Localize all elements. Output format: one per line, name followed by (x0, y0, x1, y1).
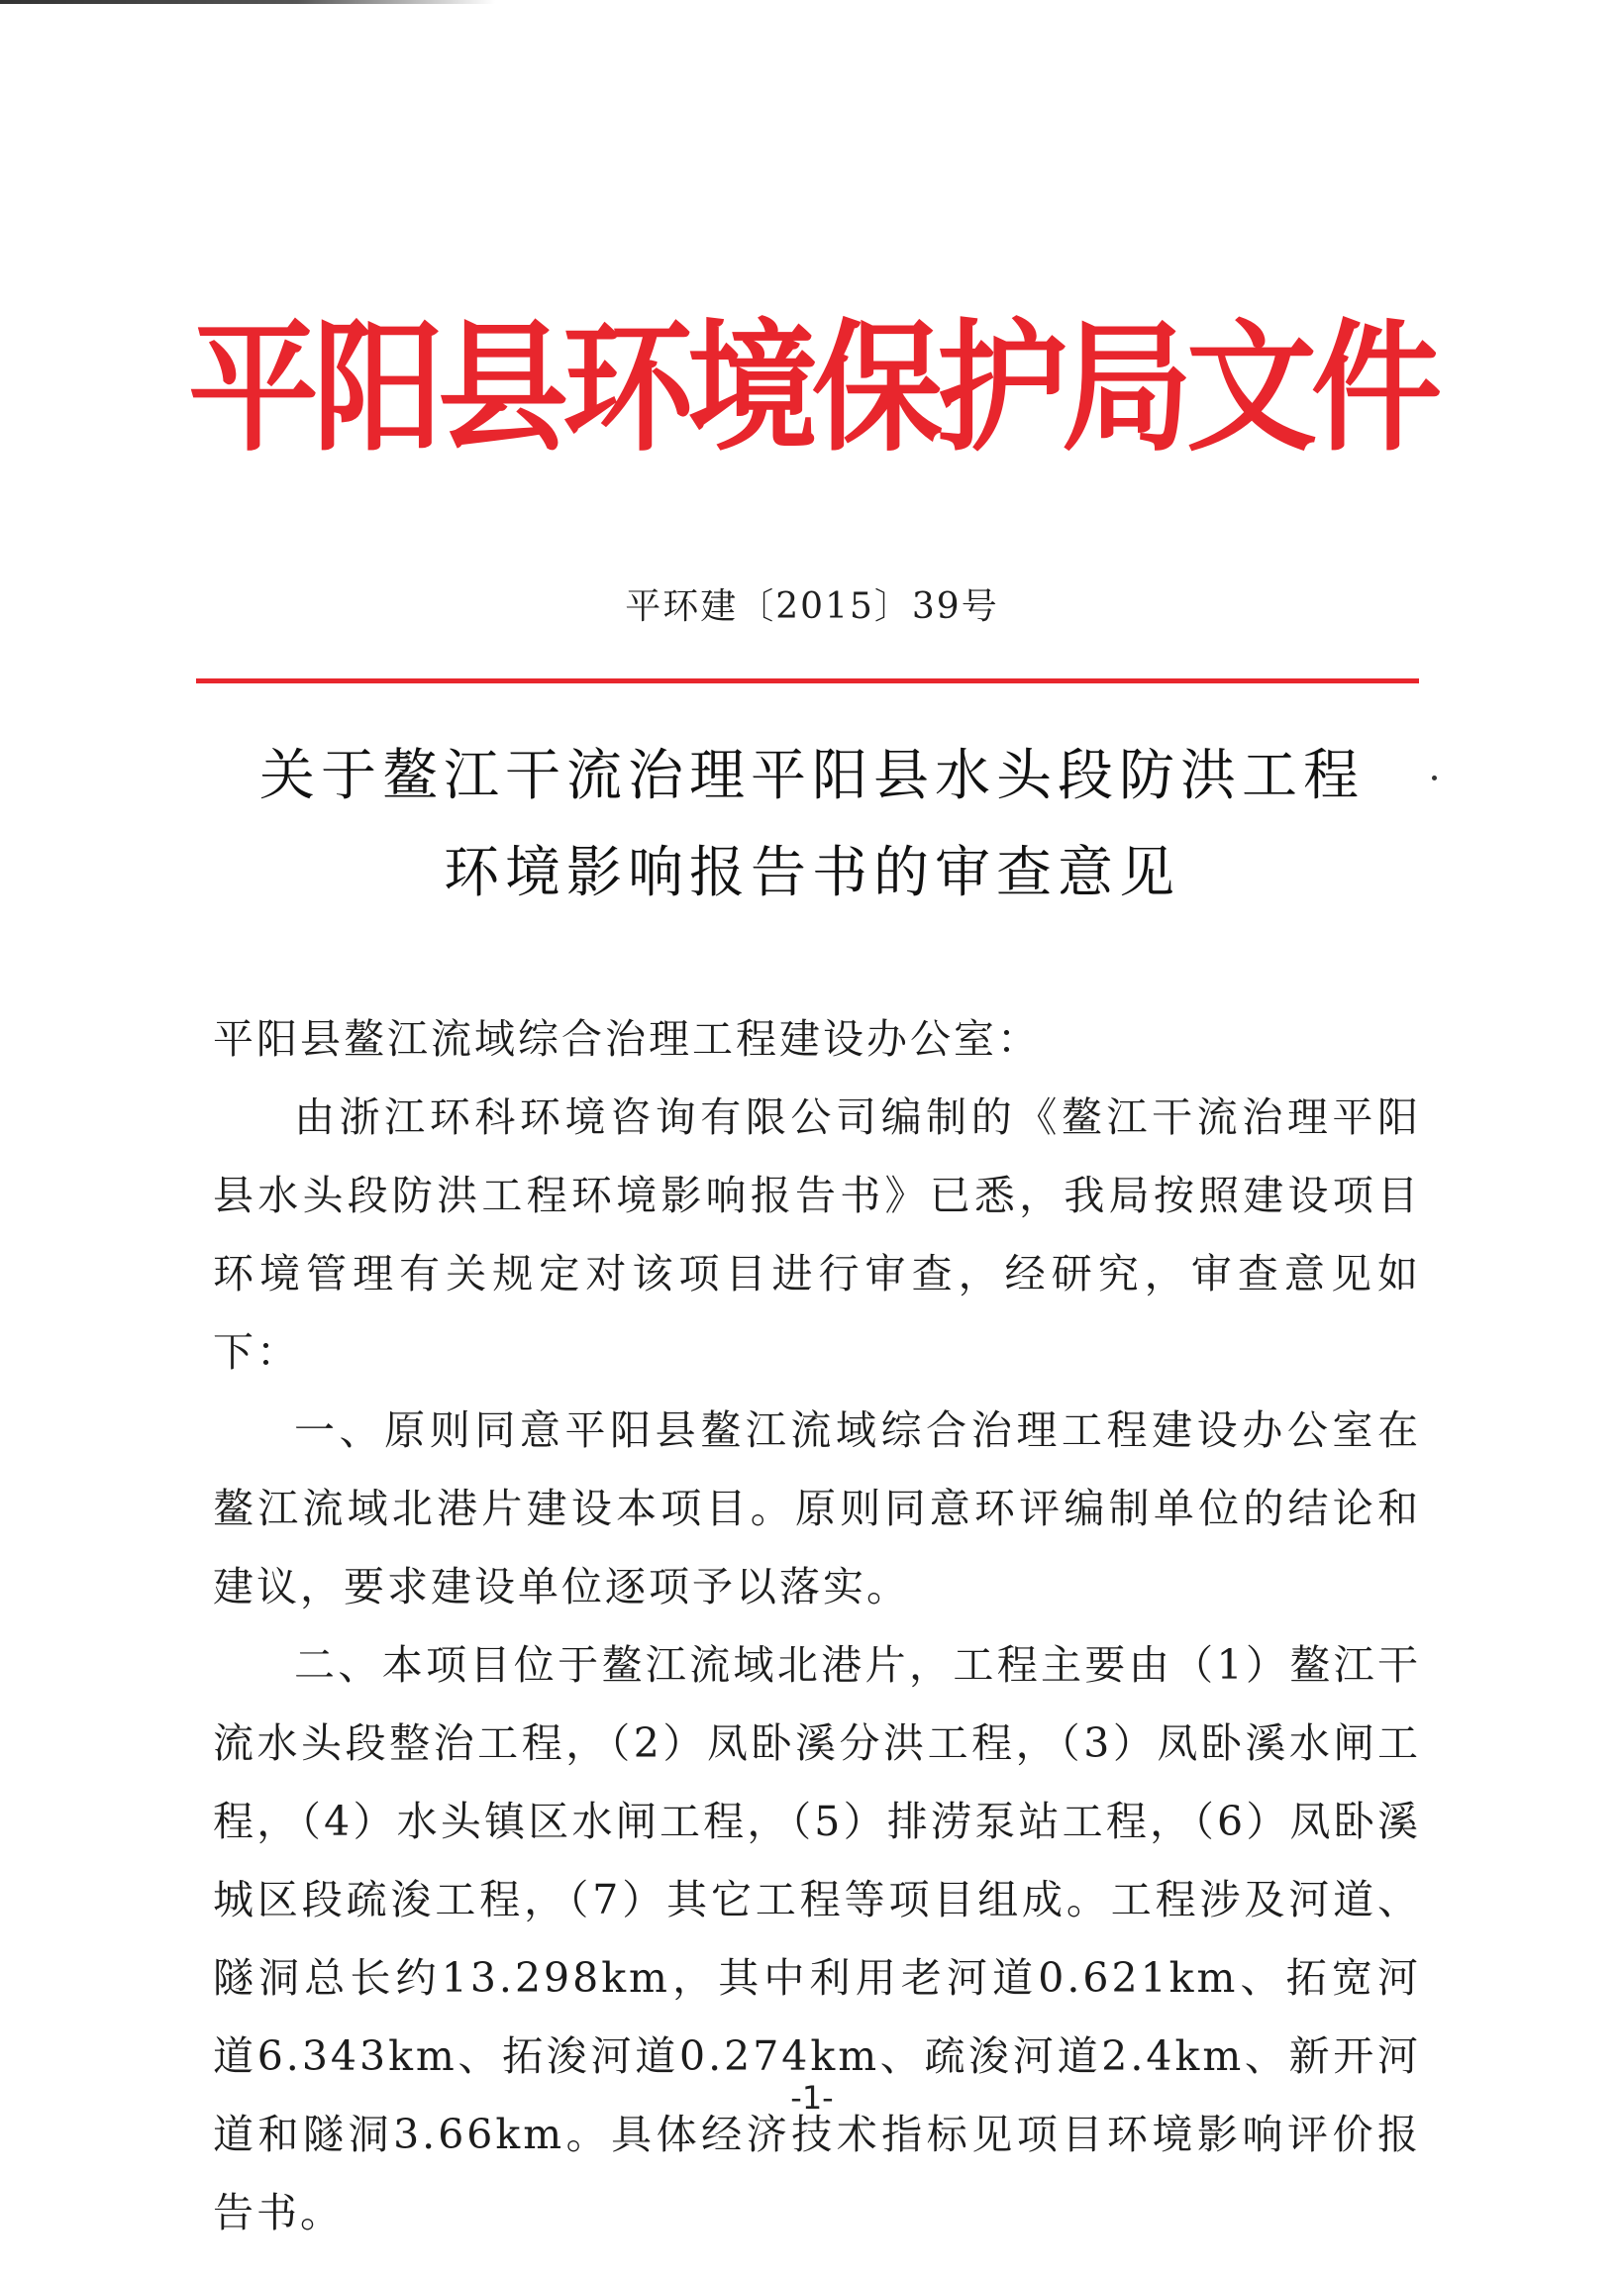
page-number: -1- (790, 2079, 834, 2117)
document-body (213, 1000, 1421, 2252)
scan-edge (0, 0, 495, 4)
paragraph-one: 一、原则同意平阳县鳌江流域综合治理工程建设办公室在鳌江流域北港片建设本项目。原则同意环评编制单位的结论和建议，要求建设单位逐项予以落实。 (213, 1406, 1421, 1610)
title-line-2: 环境影响报告书的审查意见 (444, 841, 1180, 905)
scan-speck (1432, 776, 1437, 780)
document-masthead: 平阳县环境保护局文件 (188, 305, 1436, 471)
document-title (0, 728, 1624, 922)
title-line-1: 关于鳌江干流治理平阳县水头段防洪工程 (259, 744, 1365, 808)
paragraph-intro: 由浙江环科环境咨询有限公司编制的《鳌江干流治理平阳县水头段防洪工程环境影响报告书》已悉，我局按照建设项目环境管理有关规定对该项目进行审查，经研究，审查意见如下： (213, 1093, 1421, 1376)
red-divider-rule (196, 678, 1419, 683)
document-number: 平环建〔2015〕39号 (625, 586, 999, 627)
salutation: 平阳县鳌江流域综合治理工程建设办公室： (213, 1015, 1041, 1063)
paragraph-two: 二、本项目位于鳌江流域北港片，工程主要由（1）鳌江干流水头段整治工程，（2）凤卧溪分洪工程，（3）凤卧溪水闸工程，（4）水头镇区水闸工程，（5）排涝泵站工程，（6）凤卧溪城区段疏浚工程，（7）其它工程等项目组成。工程涉及河道、隧洞总长约13.298km，其中利用老河道0.621km、拓宽河道6.343km、拓浚河道0.274km、疏浚河道2.4km、新开河道和隧洞3.66km。具体经济技术指标见项目环境影响评价报告书。 (213, 1641, 1421, 2236)
